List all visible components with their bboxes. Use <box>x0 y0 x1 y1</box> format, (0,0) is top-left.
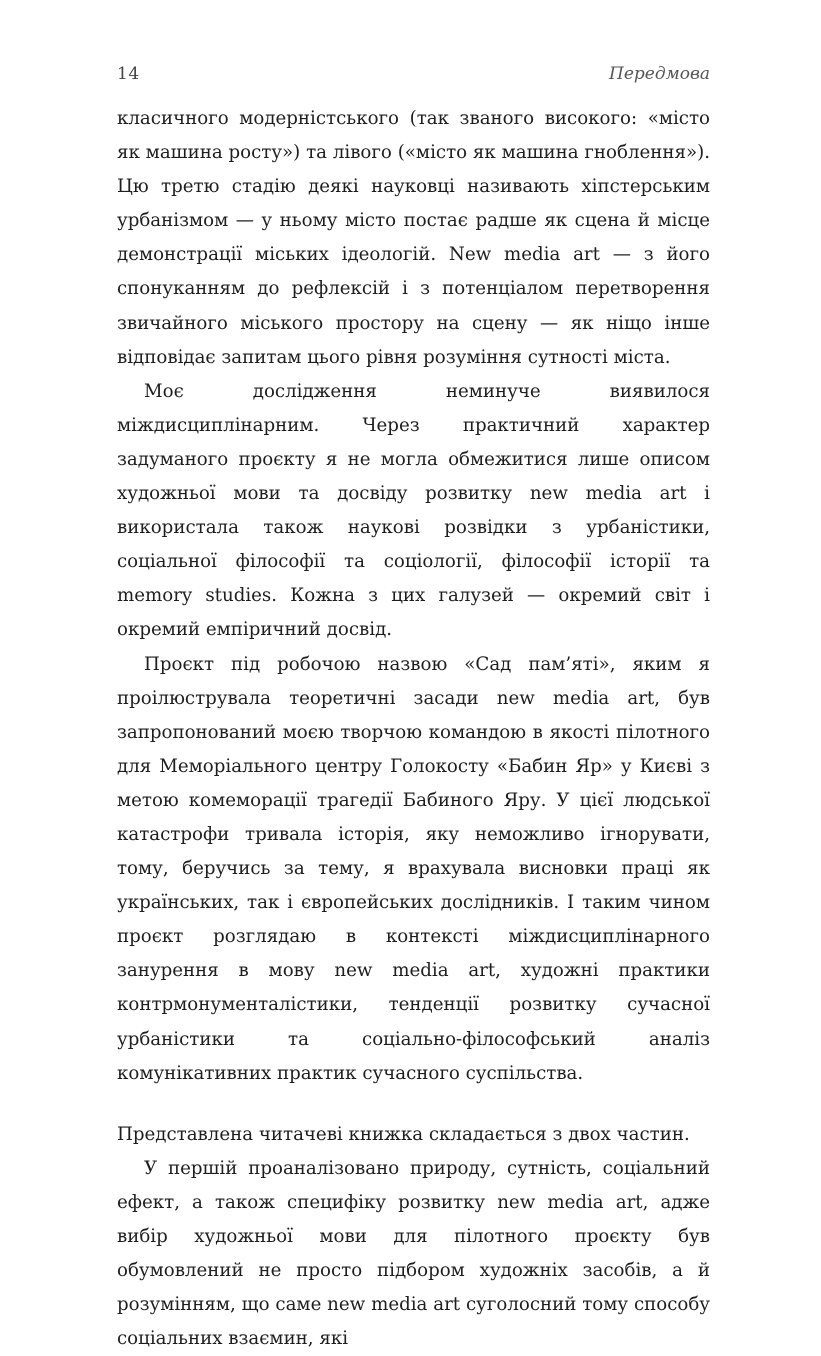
page-header <box>117 64 710 88</box>
paragraph: У першій проаналізовано природу, сутність, соціальний ефект, а також специфіку розвитку new media art, адже вибір художньої мови для пілотного проєкту був обумовлений не просто підбором художніх засобів, а й розумінням, що саме new media art суголосний тому способу соціальних взаємин, які <box>117 1157 710 1350</box>
paragraph: Проєкт під робочою назвою «Сад пам’яті», яким я проілюструвала теоретичні засади new media art, був запропонований моєю творчою командою в якості пілотного для Меморіального центру Голокосту «Бабин Яр» у Києві з метою комеморації трагедії Бабиного Яру. У цієї людської катастрофи тривала історія, яку неможливо ігнорувати, тому, беручись за тему, я врахувала висновки праці як українських, так і європейських дослідників. І таким чином проєкт розглядаю в контексті міждисциплінарного занурення в мову new media art, художні практики контрмонументалістики, тенденції розвитку сучасної урбаністики та соціально-філософський аналіз комунікативних практик сучасного суспільства. <box>117 653 710 1084</box>
paragraph-continued: класичного модерністського (так званого високого: «місто як машина росту») та лівого («місто як машина гноблення»). Цю третю стадію деякі науковці називають хіпстерським урбанізмом — у ньому місто постає радше як сцена й місце демонстрації міських ідеологій. New media art — з його спонуканням до рефлексій і з потенціалом перетворення звичайного міського простору на сцену — як ніщо інше відповідає запитам цього рівня розуміння сутності міста. <box>117 108 710 368</box>
body-text <box>117 102 710 1356</box>
paragraph: Моє дослідження неминуче виявилося міждисциплінарним. Через практичний характер задуманого проєкту я не могла обмежитися лише описом художньої мови та досвіду розвитку new media art і використала також наукові розвідки з урбаністики, соціальної філософії та соціології, філософії історії та memory studies. Кожна з цих галузей — окремий світ і окремий емпіричний досвід. <box>117 380 710 641</box>
section-lead-paragraph: Представлена читачеві книжка складається з двох частин. <box>117 1123 690 1145</box>
running-head: Передмова <box>609 64 710 84</box>
page-number: 14 <box>117 64 140 84</box>
